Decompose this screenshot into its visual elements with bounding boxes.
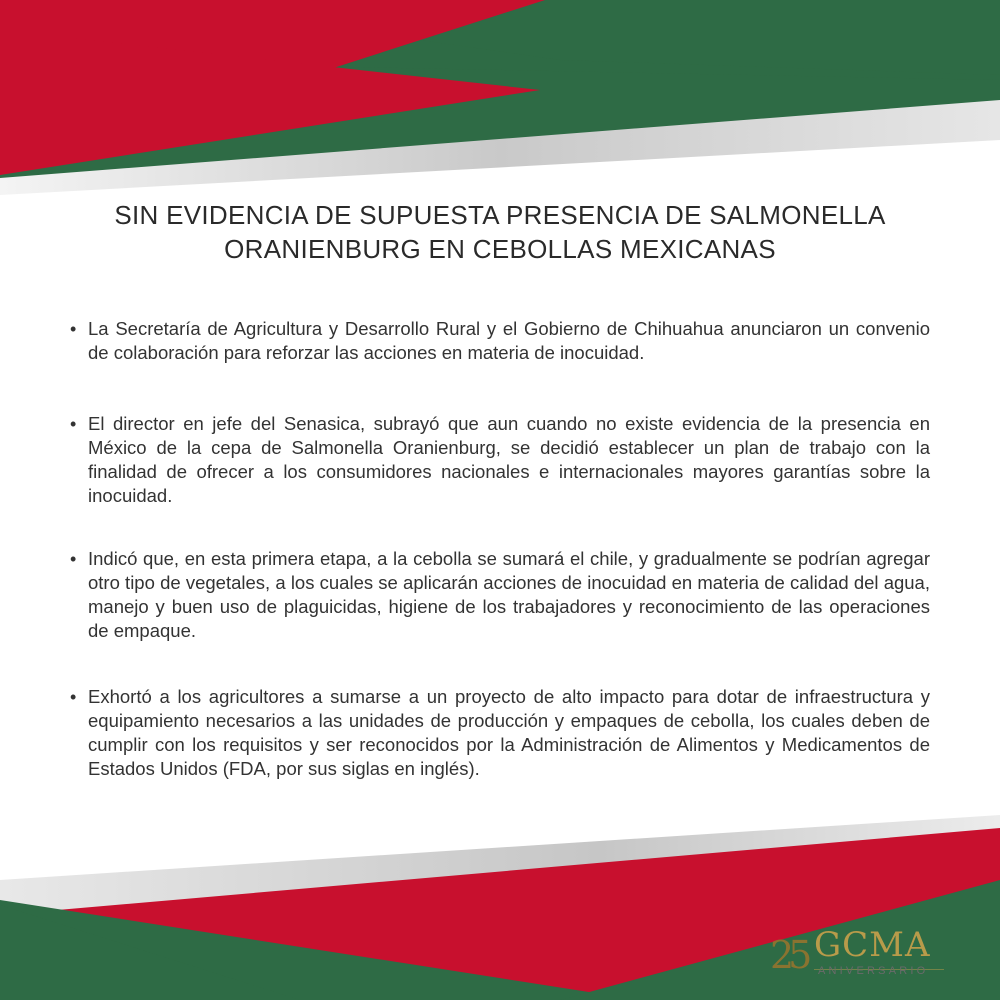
title-line-1: SIN EVIDENCIA DE SUPUESTA PRESENCIA DE SALMONELLA [114, 200, 886, 230]
bullet-dot: • [70, 319, 77, 339]
bullet-text: Exhortó a los agricultores a sumarse a un proyecto de alto impacto para dotar de infraestructura y equipamiento necesarios a las unidades de producción y empaques de cebolla, los cuales deben de cumplir con los requisitos y ser reconocidos por la Administración de Alimentos y Medicamentos de Estados Unidos (FDA, por sus siglas en inglés). [88, 686, 930, 779]
bullet-item-3 [70, 547, 930, 643]
logo-subtitle: ANIVERSARIO [818, 965, 929, 977]
bullet-item-2 [70, 412, 930, 508]
bullet-text: El director en jefe del Senasica, subrayó que aun cuando no existe evidencia de la presencia en México de la cepa de Salmonella Oranienburg, se decidió establecer un plan de trabajo con la finalidad de ofrecer a los consumidores nacionales e internacionales mayores garantías sobre la inocuidad. [88, 413, 930, 506]
logo-number: 25 [770, 933, 807, 977]
bullet-text: Indicó que, en esta primera etapa, a la cebolla se sumará el chile, y gradualmente se podrían agregar otro tipo de vegetales, a los cuales se aplicarán acciones de inocuidad en materia de calidad del agua, manejo y buen uso de plaguicidas, higiene de los trabajadores y reconocimiento de las operaciones de empaque. [88, 548, 930, 641]
title-line-2: ORANIENBURG EN CEBOLLAS MEXICANAS [224, 234, 776, 264]
bullet-text: La Secretaría de Agricultura y Desarrollo Rural y el Gobierno de Chihuahua anunciaron un convenio de colaboración para reforzar las acciones en materia de inocuidad. [88, 318, 930, 363]
logo-name: GCMA [814, 925, 931, 965]
bullet-dot: • [70, 687, 77, 707]
page-title [60, 198, 940, 266]
bullet-dot: • [70, 414, 77, 434]
bullet-item-4 [70, 685, 930, 781]
bullet-dot: • [70, 549, 77, 569]
gcma-25-aniversario-logo [770, 925, 950, 985]
top-flag-decoration [0, 0, 1000, 195]
bullet-item-1 [70, 317, 930, 365]
